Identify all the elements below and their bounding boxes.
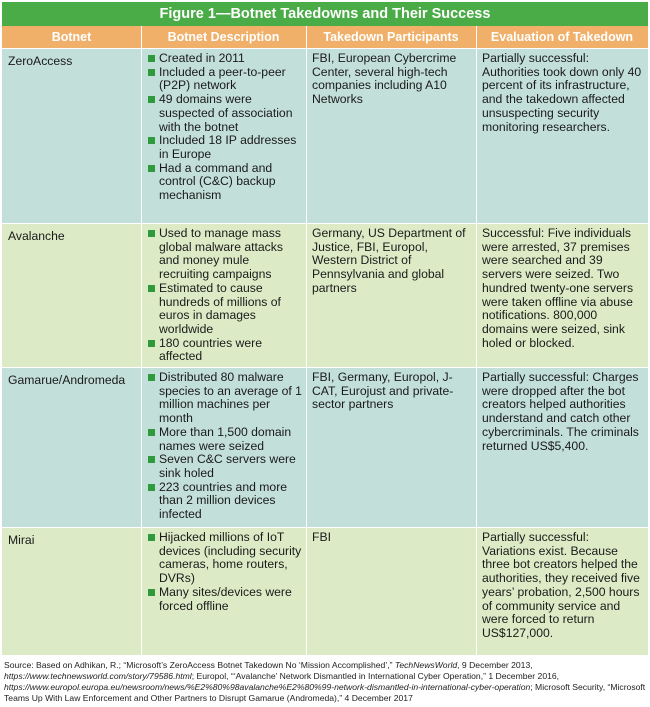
evaluation-cell	[476, 527, 648, 655]
botnet-name-cell	[2, 223, 141, 367]
source-middle-text: ; Europol, “‘Avalanche’ Network Dismantled in International Cyber Operation,” 1 December 2016,	[191, 671, 560, 681]
botnet-name: Avalanche	[8, 229, 65, 243]
column-divider	[476, 26, 477, 655]
description-item: 223 countries and more than 2 million devices infected	[147, 481, 302, 522]
evaluation-cell	[476, 48, 648, 223]
description-list	[141, 48, 306, 203]
botnet-name: Gamarue/Andromeda	[8, 373, 126, 387]
takedown-evaluation: Successful: Five individuals were arrested, 37 premises were searched and 39 servers were seized. Two hundred twenty-one servers were taken offline via abuse notifications. 800,000 domains were seized, sink holed or blocked.	[482, 226, 634, 350]
source-url-technewsworld: https://www.technewsworld.com/story/79586.html	[4, 671, 192, 681]
source-url-europol: https://www.europol.europa.eu/newsroom/news/%E2%80%98avalanche%E2%80%99-network-dismantled-in-international-cyber-operation	[4, 682, 531, 692]
table-row-avalanche	[2, 223, 648, 367]
description-item: Included 18 IP addresses in Europe	[147, 134, 302, 161]
description-item: More than 1,500 domain names were seized	[147, 426, 302, 453]
evaluation-cell	[476, 223, 648, 367]
participants-cell	[306, 48, 476, 223]
botnet-name: Mirai	[8, 533, 35, 547]
participants-cell	[306, 367, 476, 527]
botnet-name-cell	[2, 527, 141, 655]
description-item: Included a peer-to-peer (P2P) network	[147, 66, 302, 93]
description-item: Many sites/devices were forced offline	[147, 586, 302, 613]
takedown-participants: FBI, Germany, Europol, J-CAT, Eurojust and private-sector partners	[312, 370, 454, 412]
participants-cell	[306, 223, 476, 367]
row-divider	[2, 527, 648, 528]
table-row-mirai	[2, 527, 648, 655]
column-divider	[306, 26, 307, 655]
description-item: 49 domains were suspected of association with the botnet	[147, 93, 302, 134]
description-item: Had a command and control (C&C) backup mechanism	[147, 162, 302, 203]
figure-title: Figure 1—Botnet Takedowns and Their Success	[2, 2, 648, 26]
description-list	[141, 367, 306, 522]
description-list	[141, 223, 306, 364]
description-item: Used to manage mass global malware attacks and money mule recruiting campaigns	[147, 227, 302, 282]
description-item: Distributed 80 malware species to an average of 1 million machines per month	[147, 371, 302, 426]
table-row-zeroaccess	[2, 48, 648, 223]
description-item: Estimated to cause hundreds of millions of euros in damages worldwide	[147, 282, 302, 337]
takedown-evaluation: Partially successful: Authorities took down only 40 percent of its infrastructure, and the takedown affected unsuspecting security monitoring researchers.	[482, 51, 642, 134]
botnet-description-cell	[141, 48, 306, 223]
row-divider	[2, 367, 648, 368]
takedown-participants: Germany, US Department of Justice, FBI, Europol, Western District of Pennsylvania and global partners	[312, 226, 466, 295]
column-divider	[141, 26, 142, 655]
source-lead-text: Source: Based on Adhikan, R.; “Microsoft’s ZeroAccess Botnet Takedown No ‘Mission Accomplished’,”	[4, 660, 395, 670]
takedown-participants: FBI	[312, 530, 331, 544]
botnet-description-cell	[141, 223, 306, 367]
header-botnet: Botnet	[51, 30, 92, 44]
evaluation-cell	[476, 367, 648, 527]
botnet-description-cell	[141, 527, 306, 655]
description-item: Seven C&C servers were sink holed	[147, 453, 302, 480]
table-header-row	[2, 26, 648, 48]
row-divider	[2, 223, 648, 224]
botnet-description-cell	[141, 367, 306, 527]
takedown-evaluation: Partially successful: Charges were dropped after the bot creators helped authorities understand and catch other cybercriminals. The criminals returned US$5,400.	[482, 370, 639, 453]
row-divider	[2, 48, 648, 49]
source-citation	[4, 660, 646, 704]
header-botnet-description: Botnet Description	[167, 30, 280, 44]
description-item: Hijacked millions of IoT devices (including security cameras, home routers, DVRs)	[147, 531, 302, 586]
description-item: Created in 2011	[147, 52, 302, 66]
botnet-name-cell	[2, 48, 141, 223]
source-date: , 9 December 2013,	[457, 660, 533, 670]
header-evaluation-of-takedown: Evaluation of Takedown	[490, 30, 634, 44]
description-item: 180 countries were affected	[147, 337, 302, 364]
table-row-gamarue-andromeda	[2, 367, 648, 527]
participants-cell	[306, 527, 476, 655]
source-publication: TechNewsWorld	[394, 660, 458, 670]
takedown-evaluation: Partially successful: Variations exist. Because three bot creators helped the authorities, they received five years’ probation, 2,500 hours of community service and were forced to return US$127,000.	[482, 530, 640, 640]
takedown-participants: FBI, European Cybercrime Center, several high-tech companies including A10 Networks	[312, 51, 457, 107]
botnet-name: ZeroAccess	[8, 54, 73, 68]
source-tail-text: ; Microsoft Security, “Microsoft Teams Up With Law Enforcement and Other Partners to Disrupt Gamarue (Andromeda),” 4 December 2017	[4, 682, 646, 703]
header-takedown-participants: Takedown Participants	[323, 30, 459, 44]
botnet-name-cell	[2, 367, 141, 527]
description-list	[141, 527, 306, 613]
